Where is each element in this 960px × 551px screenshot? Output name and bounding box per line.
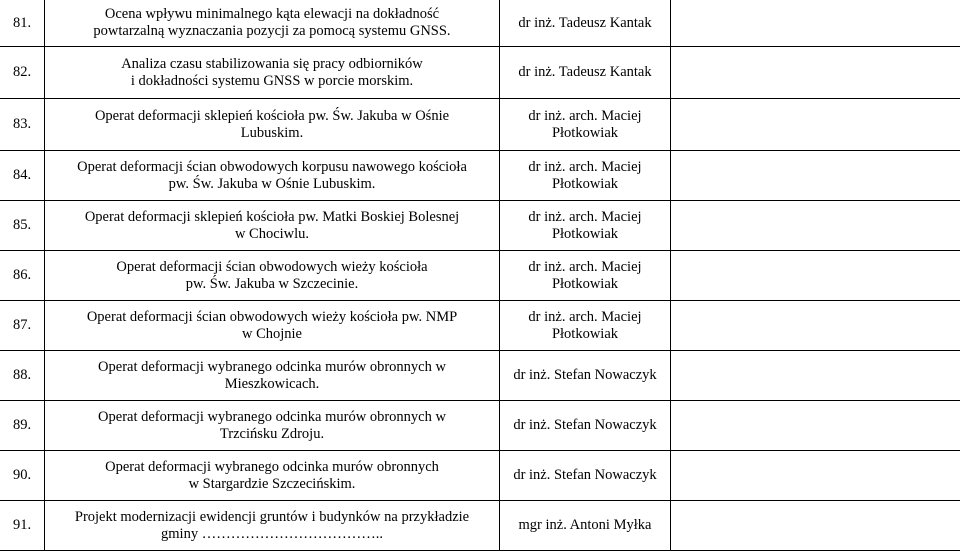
topic-title: [45, 401, 500, 451]
table-row: [0, 501, 960, 551]
topic-title-line: Trzcińsku Zdroju.: [220, 426, 324, 443]
topic-title-line: gminy ………………………………..: [161, 526, 383, 543]
empty-cell: [671, 0, 960, 47]
supervisor: [500, 201, 671, 251]
supervisor-line: Płotkowiak: [552, 276, 618, 292]
supervisor-line: Płotkowiak: [552, 326, 618, 342]
supervisor-line: dr inż. arch. Maciej: [528, 159, 641, 175]
empty-cell: [671, 301, 960, 351]
empty-cell: [671, 501, 960, 551]
empty-cell: [671, 451, 960, 501]
supervisor-line: dr inż. Stefan Nowaczyk: [513, 367, 656, 383]
topic-title: [45, 47, 500, 99]
supervisor-line: Płotkowiak: [552, 176, 618, 192]
table-row: [0, 401, 960, 451]
supervisor: [500, 151, 671, 201]
row-number: 82.: [0, 47, 45, 99]
empty-cell: [671, 201, 960, 251]
empty-cell: [671, 99, 960, 151]
supervisor-line: dr inż. arch. Maciej: [528, 259, 641, 275]
empty-cell: [671, 47, 960, 99]
table-row: [0, 351, 960, 401]
supervisor: [500, 351, 671, 401]
topic-title: [45, 201, 500, 251]
topic-title-line: pw. Św. Jakuba w Szczecinie.: [186, 276, 358, 293]
row-number: 91.: [0, 501, 45, 551]
table-row: [0, 151, 960, 201]
topic-title-line: Operat deformacji sklepień kościoła pw. Św. Jakuba w Ośnie: [95, 108, 449, 125]
topic-title-line: Projekt modernizacji ewidencji gruntów i budynków na przykładzie: [75, 509, 469, 526]
topic-title-line: Ocena wpływu minimalnego kąta elewacji na dokładność: [105, 6, 439, 23]
topic-title: [45, 451, 500, 501]
topic-title-line: powtarzalną wyznaczania pozycji za pomocą systemu GNSS.: [93, 23, 450, 40]
supervisor-line: Płotkowiak: [552, 226, 618, 242]
topic-title-line: Lubuskim.: [241, 125, 303, 142]
topic-title-line: w Stargardzie Szczecińskim.: [189, 476, 356, 493]
table-row: [0, 301, 960, 351]
row-number: 84.: [0, 151, 45, 201]
row-number: 89.: [0, 401, 45, 451]
topic-title: [45, 151, 500, 201]
empty-cell: [671, 151, 960, 201]
topic-title-line: Operat deformacji ścian obwodowych korpusu nawowego kościoła: [77, 159, 467, 176]
supervisor-line: dr inż. arch. Maciej: [528, 209, 641, 225]
topic-title: [45, 99, 500, 151]
topic-title: [45, 301, 500, 351]
topic-title-line: Operat deformacji wybranego odcinka murów obronnych: [105, 459, 439, 476]
topic-title: [45, 351, 500, 401]
row-number: 81.: [0, 0, 45, 47]
supervisor-line: dr inż. Stefan Nowaczyk: [513, 417, 656, 433]
row-number: 87.: [0, 301, 45, 351]
topic-title: [45, 501, 500, 551]
row-number: 88.: [0, 351, 45, 401]
topic-title-line: Operat deformacji sklepień kościoła pw. Matki Boskiej Bolesnej: [85, 209, 459, 226]
empty-cell: [671, 401, 960, 451]
topic-title-line: w Chojnie: [242, 326, 302, 343]
supervisor-line: dr inż. Stefan Nowaczyk: [513, 467, 656, 483]
supervisor: [500, 47, 671, 99]
row-number: 85.: [0, 201, 45, 251]
topic-title-line: Operat deformacji ścian obwodowych wieży kościoła: [116, 259, 427, 276]
supervisor-line: dr inż. arch. Maciej: [528, 309, 641, 325]
empty-cell: [671, 351, 960, 401]
topic-title-line: Operat deformacji wybranego odcinka murów obronnych w: [98, 359, 446, 376]
table-row: [0, 0, 960, 47]
supervisor: [500, 0, 671, 47]
table-row: [0, 451, 960, 501]
row-number: 83.: [0, 99, 45, 151]
topic-title-line: i dokładności systemu GNSS w porcie morskim.: [131, 73, 413, 90]
topic-title-line: Operat deformacji wybranego odcinka murów obronnych w: [98, 409, 446, 426]
topic-title-line: Analiza czasu stabilizowania się pracy odbiorników: [121, 56, 423, 73]
table-row: [0, 201, 960, 251]
supervisor-line: dr inż. Tadeusz Kantak: [518, 64, 651, 80]
table-row: [0, 99, 960, 151]
topic-title-line: Mieszkowicach.: [225, 376, 320, 393]
supervisor-line: mgr inż. Antoni Myłka: [519, 517, 652, 533]
supervisor: [500, 99, 671, 151]
topic-title-line: pw. Św. Jakuba w Ośnie Lubuskim.: [169, 176, 376, 193]
topic-title-line: Operat deformacji ścian obwodowych wieży kościoła pw. NMP: [87, 309, 457, 326]
supervisor-line: dr inż. Tadeusz Kantak: [518, 15, 651, 31]
supervisor: [500, 451, 671, 501]
supervisor: [500, 251, 671, 301]
topic-title: [45, 251, 500, 301]
supervisor: [500, 301, 671, 351]
table-row: [0, 47, 960, 99]
table-row: [0, 251, 960, 301]
supervisor-line: dr inż. arch. Maciej: [528, 108, 641, 124]
topic-title: [45, 0, 500, 47]
row-number: 90.: [0, 451, 45, 501]
topic-title-line: w Chociwlu.: [235, 226, 309, 243]
supervisor: [500, 501, 671, 551]
row-number: 86.: [0, 251, 45, 301]
supervisor: [500, 401, 671, 451]
empty-cell: [671, 251, 960, 301]
supervisor-line: Płotkowiak: [552, 125, 618, 141]
